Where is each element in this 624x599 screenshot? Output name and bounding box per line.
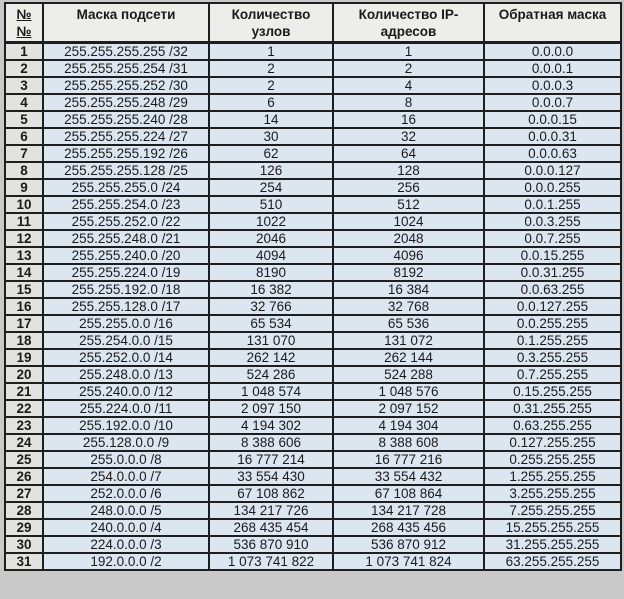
table-row [5, 451, 621, 468]
wildcard-mask-cell: 0.1.255.255 [484, 332, 621, 349]
table-row [5, 468, 621, 485]
wildcard-mask-cell: 0.0.0.31 [484, 128, 621, 145]
wildcard-mask-cell: 0.0.7.255 [484, 230, 621, 247]
host-count-cell: 6 [209, 94, 333, 111]
wildcard-mask-cell: 15.255.255.255 [484, 519, 621, 536]
host-count-cell: 254 [209, 179, 333, 196]
subnet-mask-cell: 255.255.0.0 /16 [43, 315, 209, 332]
table-row [5, 42, 621, 60]
row-number-cell: 6 [5, 128, 43, 145]
subnet-mask-cell: 224.0.0.0 /3 [43, 536, 209, 553]
host-count-cell: 268 435 454 [209, 519, 333, 536]
host-count-cell: 16 777 214 [209, 451, 333, 468]
subnet-mask-cell: 255.255.255.192 /26 [43, 145, 209, 162]
ip-count-cell: 8 388 608 [333, 434, 484, 451]
wildcard-mask-cell: 0.0.0.3 [484, 77, 621, 94]
row-number-cell: 1 [5, 42, 43, 60]
wildcard-mask-cell: 0.0.3.255 [484, 213, 621, 230]
header-wildcard-mask: Обратная маска [484, 3, 621, 42]
wildcard-mask-cell: 0.0.127.255 [484, 298, 621, 315]
subnet-mask-cell: 255.252.0.0 /14 [43, 349, 209, 366]
host-count-cell: 14 [209, 111, 333, 128]
subnet-mask-cell: 255.255.252.0 /22 [43, 213, 209, 230]
host-count-cell: 536 870 910 [209, 536, 333, 553]
row-number-cell: 21 [5, 383, 43, 400]
subnet-mask-cell: 255.192.0.0 /10 [43, 417, 209, 434]
host-count-cell: 8 388 606 [209, 434, 333, 451]
subnet-mask-cell: 255.254.0.0 /15 [43, 332, 209, 349]
subnet-mask-cell: 255.255.255.254 /31 [43, 60, 209, 77]
table-row [5, 230, 621, 247]
subnet-mask-cell: 255.255.128.0 /17 [43, 298, 209, 315]
table-row [5, 196, 621, 213]
ip-count-cell: 32 [333, 128, 484, 145]
table-row [5, 162, 621, 179]
host-count-cell: 1 073 741 822 [209, 553, 333, 570]
ip-count-cell: 8192 [333, 264, 484, 281]
ip-count-cell: 1024 [333, 213, 484, 230]
wildcard-mask-cell: 0.0.0.255 [484, 179, 621, 196]
table-header-row [5, 3, 621, 42]
host-count-cell: 62 [209, 145, 333, 162]
host-count-cell: 4094 [209, 247, 333, 264]
table-row [5, 400, 621, 417]
host-count-cell: 126 [209, 162, 333, 179]
table-row [5, 60, 621, 77]
subnet-mask-cell: 252.0.0.0 /6 [43, 485, 209, 502]
ip-count-cell: 2 [333, 60, 484, 77]
wildcard-mask-cell: 7.255.255.255 [484, 502, 621, 519]
table-row [5, 383, 621, 400]
ip-count-cell: 32 768 [333, 298, 484, 315]
host-count-cell: 1 048 574 [209, 383, 333, 400]
table-row [5, 128, 621, 145]
subnet-mask-cell: 255.255.224.0 /19 [43, 264, 209, 281]
table-row [5, 553, 621, 570]
subnet-mask-cell: 192.0.0.0 /2 [43, 553, 209, 570]
row-number-cell: 14 [5, 264, 43, 281]
ip-count-cell: 512 [333, 196, 484, 213]
wildcard-mask-cell: 1.255.255.255 [484, 468, 621, 485]
table-row [5, 213, 621, 230]
ip-count-cell: 128 [333, 162, 484, 179]
row-number-cell: 20 [5, 366, 43, 383]
row-number-cell: 2 [5, 60, 43, 77]
table-row [5, 502, 621, 519]
wildcard-mask-cell: 0.15.255.255 [484, 383, 621, 400]
row-number-cell: 30 [5, 536, 43, 553]
wildcard-mask-cell: 0.3.255.255 [484, 349, 621, 366]
header-subnet-mask: Маска подсети [43, 3, 209, 42]
ip-count-cell: 134 217 728 [333, 502, 484, 519]
host-count-cell: 67 108 862 [209, 485, 333, 502]
row-number-cell: 4 [5, 94, 43, 111]
ip-count-cell: 16 [333, 111, 484, 128]
row-number-cell: 31 [5, 553, 43, 570]
host-count-cell: 8190 [209, 264, 333, 281]
wildcard-mask-cell: 0.0.0.0 [484, 42, 621, 60]
ip-count-cell: 1 048 576 [333, 383, 484, 400]
host-count-cell: 32 766 [209, 298, 333, 315]
wildcard-mask-cell: 0.7.255.255 [484, 366, 621, 383]
ip-count-cell: 131 072 [333, 332, 484, 349]
subnet-mask-cell: 254.0.0.0 /7 [43, 468, 209, 485]
host-count-cell: 524 286 [209, 366, 333, 383]
subnet-mask-cell: 240.0.0.0 /4 [43, 519, 209, 536]
table-row [5, 434, 621, 451]
row-number-cell: 8 [5, 162, 43, 179]
host-count-cell: 2 [209, 77, 333, 94]
header-host-count: Количество узлов [209, 3, 333, 42]
subnet-mask-cell: 255.255.255.0 /24 [43, 179, 209, 196]
ip-count-cell: 2 097 152 [333, 400, 484, 417]
row-number-cell: 11 [5, 213, 43, 230]
ip-count-cell: 1 [333, 42, 484, 60]
row-number-cell: 25 [5, 451, 43, 468]
table-row [5, 536, 621, 553]
host-count-cell: 131 070 [209, 332, 333, 349]
ip-count-cell: 262 144 [333, 349, 484, 366]
wildcard-mask-cell: 0.0.1.255 [484, 196, 621, 213]
row-number-cell: 9 [5, 179, 43, 196]
host-count-cell: 262 142 [209, 349, 333, 366]
wildcard-mask-cell: 0.0.0.63 [484, 145, 621, 162]
row-number-cell: 13 [5, 247, 43, 264]
row-number-cell: 22 [5, 400, 43, 417]
subnet-mask-cell: 255.255.192.0 /18 [43, 281, 209, 298]
wildcard-mask-cell: 63.255.255.255 [484, 553, 621, 570]
header-ip-count: Количество IP-адресов [333, 3, 484, 42]
table-row [5, 145, 621, 162]
subnet-mask-cell: 255.255.254.0 /23 [43, 196, 209, 213]
row-number-cell: 26 [5, 468, 43, 485]
row-number-cell: 5 [5, 111, 43, 128]
row-number-cell: 17 [5, 315, 43, 332]
row-number-cell: 19 [5, 349, 43, 366]
ip-count-cell: 4 [333, 77, 484, 94]
ip-count-cell: 268 435 456 [333, 519, 484, 536]
table-row [5, 349, 621, 366]
row-number-cell: 7 [5, 145, 43, 162]
subnet-mask-cell: 255.248.0.0 /13 [43, 366, 209, 383]
table-row [5, 298, 621, 315]
wildcard-mask-cell: 0.0.0.127 [484, 162, 621, 179]
wildcard-mask-cell: 0.0.0.15 [484, 111, 621, 128]
header-row-number: №№ [5, 3, 43, 42]
table-row [5, 247, 621, 264]
wildcard-mask-cell: 0.0.63.255 [484, 281, 621, 298]
wildcard-mask-cell: 0.31.255.255 [484, 400, 621, 417]
row-number-cell: 15 [5, 281, 43, 298]
table-row [5, 77, 621, 94]
wildcard-mask-cell: 0.0.0.1 [484, 60, 621, 77]
host-count-cell: 510 [209, 196, 333, 213]
row-number-cell: 29 [5, 519, 43, 536]
ip-count-cell: 256 [333, 179, 484, 196]
subnet-mask-cell: 255.255.255.248 /29 [43, 94, 209, 111]
subnet-mask-cell: 255.255.248.0 /21 [43, 230, 209, 247]
subnet-mask-cell: 255.128.0.0 /9 [43, 434, 209, 451]
row-number-cell: 10 [5, 196, 43, 213]
ip-count-cell: 1 073 741 824 [333, 553, 484, 570]
subnet-mask-cell: 255.224.0.0 /11 [43, 400, 209, 417]
table-row [5, 332, 621, 349]
table-row [5, 94, 621, 111]
row-number-cell: 18 [5, 332, 43, 349]
host-count-cell: 4 194 302 [209, 417, 333, 434]
subnet-mask-cell: 255.0.0.0 /8 [43, 451, 209, 468]
ip-count-cell: 4 194 304 [333, 417, 484, 434]
table-row [5, 281, 621, 298]
table-row [5, 111, 621, 128]
table-row [5, 519, 621, 536]
subnet-mask-cell: 255.255.255.224 /27 [43, 128, 209, 145]
wildcard-mask-cell: 0.0.15.255 [484, 247, 621, 264]
ip-count-cell: 2048 [333, 230, 484, 247]
host-count-cell: 16 382 [209, 281, 333, 298]
subnet-mask-cell: 255.255.255.128 /25 [43, 162, 209, 179]
host-count-cell: 65 534 [209, 315, 333, 332]
wildcard-mask-cell: 0.0.255.255 [484, 315, 621, 332]
wildcard-mask-cell: 0.255.255.255 [484, 451, 621, 468]
host-count-cell: 2 097 150 [209, 400, 333, 417]
table-row [5, 366, 621, 383]
wildcard-mask-cell: 31.255.255.255 [484, 536, 621, 553]
host-count-cell: 33 554 430 [209, 468, 333, 485]
row-number-cell: 16 [5, 298, 43, 315]
subnet-mask-cell: 255.255.255.255 /32 [43, 42, 209, 60]
wildcard-mask-cell: 3.255.255.255 [484, 485, 621, 502]
row-number-cell: 28 [5, 502, 43, 519]
subnet-mask-cell: 255.255.255.240 /28 [43, 111, 209, 128]
ip-count-cell: 65 536 [333, 315, 484, 332]
row-number-cell: 27 [5, 485, 43, 502]
subnet-mask-cell: 255.240.0.0 /12 [43, 383, 209, 400]
host-count-cell: 1022 [209, 213, 333, 230]
ip-count-cell: 33 554 432 [333, 468, 484, 485]
row-number-cell: 23 [5, 417, 43, 434]
wildcard-mask-cell: 0.63.255.255 [484, 417, 621, 434]
subnet-mask-cell: 255.255.240.0 /20 [43, 247, 209, 264]
subnet-mask-table [4, 2, 622, 571]
table-row [5, 417, 621, 434]
ip-count-cell: 67 108 864 [333, 485, 484, 502]
ip-count-cell: 8 [333, 94, 484, 111]
ip-count-cell: 4096 [333, 247, 484, 264]
ip-count-cell: 16 384 [333, 281, 484, 298]
host-count-cell: 2 [209, 60, 333, 77]
ip-count-cell: 64 [333, 145, 484, 162]
table-row [5, 179, 621, 196]
subnet-mask-cell: 255.255.255.252 /30 [43, 77, 209, 94]
table-row [5, 264, 621, 281]
host-count-cell: 134 217 726 [209, 502, 333, 519]
wildcard-mask-cell: 0.0.0.7 [484, 94, 621, 111]
row-number-cell: 3 [5, 77, 43, 94]
table-row [5, 485, 621, 502]
table-body [5, 42, 621, 570]
row-number-cell: 24 [5, 434, 43, 451]
subnet-mask-cell: 248.0.0.0 /5 [43, 502, 209, 519]
host-count-cell: 30 [209, 128, 333, 145]
host-count-cell: 2046 [209, 230, 333, 247]
ip-count-cell: 16 777 216 [333, 451, 484, 468]
ip-count-cell: 536 870 912 [333, 536, 484, 553]
row-number-cell: 12 [5, 230, 43, 247]
table-row [5, 315, 621, 332]
wildcard-mask-cell: 0.0.31.255 [484, 264, 621, 281]
wildcard-mask-cell: 0.127.255.255 [484, 434, 621, 451]
ip-count-cell: 524 288 [333, 366, 484, 383]
host-count-cell: 1 [209, 42, 333, 60]
